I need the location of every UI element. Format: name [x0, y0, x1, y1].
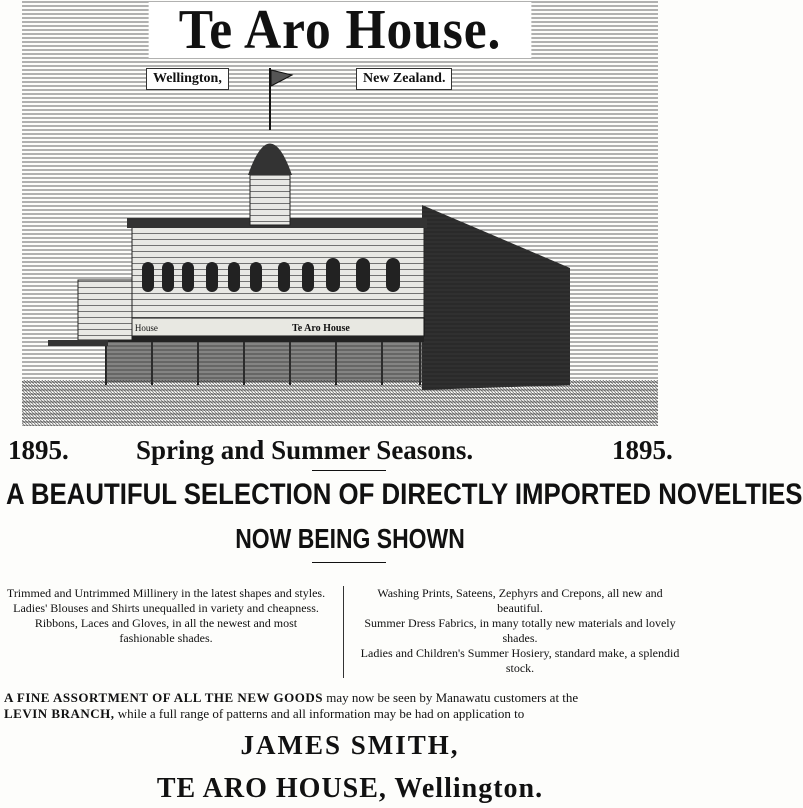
- building-engraving: [22, 0, 658, 426]
- location-country: New Zealand.: [356, 68, 452, 90]
- goods-list-left: [6, 586, 326, 646]
- goods-item: Ladies and Children's Summer Hosiery, standard make, a splendid stock.: [360, 646, 680, 675]
- sky: [22, 0, 658, 426]
- store-address: TE ARO HOUSE, Wellington.: [156, 773, 544, 804]
- year-right: 1895.: [612, 435, 673, 465]
- tower-dome: [248, 144, 292, 176]
- goods-item: Ladies' Blouses and Shirts unequalled in variety and cheapness.: [13, 601, 319, 615]
- assortment-text-1: may now be seen by Manawatu customers at the: [322, 690, 579, 705]
- year-left: 1895.: [8, 435, 69, 465]
- divider-rule: [312, 470, 386, 471]
- divider-rule-2: [312, 562, 386, 563]
- goods-list-right: [360, 586, 680, 676]
- assortment-notice: [4, 690, 694, 722]
- cornice: [127, 218, 427, 228]
- sign-main: Te Aro House: [292, 323, 350, 334]
- left-annex: [78, 280, 132, 340]
- upper-windows: [142, 258, 400, 292]
- goods-item: Washing Prints, Sateens, Zephyrs and Crepons, all new and beautiful.: [377, 586, 663, 615]
- building-side-wall: [422, 205, 570, 390]
- flag: [271, 70, 292, 86]
- building-illustration: [22, 0, 658, 426]
- tower: [250, 175, 290, 225]
- sign-left: Te Aro House: [108, 323, 158, 333]
- verandah-posts: [106, 342, 420, 385]
- season-label: Spring and Summer Seasons.: [136, 435, 474, 465]
- store-title: Te Aro House.: [149, 2, 532, 58]
- assortment-text-2: while a full range of patterns and all information may be had on application to: [114, 706, 525, 721]
- proprietor-name: JAMES SMITH,: [240, 730, 460, 760]
- headline-primary: A BEAUTIFUL SELECTION OF DIRECTLY IMPORTED NOVELTIES: [6, 478, 803, 511]
- verandah-sign-board: [102, 318, 424, 336]
- branch-name: LEVIN BRANCH,: [4, 706, 115, 721]
- street: [22, 380, 658, 426]
- location-city: Wellington,: [146, 68, 229, 90]
- column-divider: [343, 586, 344, 678]
- goods-item: Trimmed and Untrimmed Millinery in the latest shapes and styles.: [6, 586, 326, 600]
- goods-item: Ribbons, Laces and Gloves, in all the newest and most fashionable shades.: [34, 616, 298, 645]
- building-facade: [132, 225, 424, 325]
- headline-secondary: NOW BEING SHOWN: [235, 523, 465, 554]
- goods-item: Summer Dress Fabrics, in many totally new materials and lovely shades.: [364, 616, 676, 645]
- assortment-lead: A FINE ASSORTMENT OF ALL THE NEW GOODS: [4, 690, 323, 705]
- season-line: [0, 432, 700, 468]
